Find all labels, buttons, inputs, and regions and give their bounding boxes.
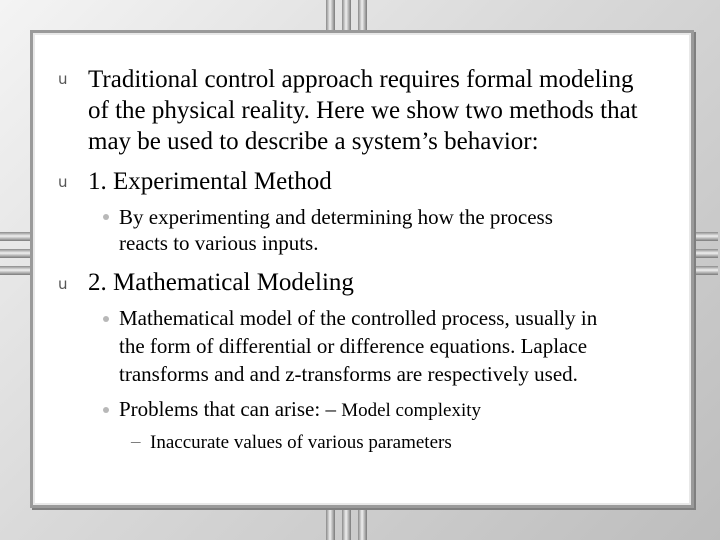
sub-bullet-text-line: By experimenting and determining how the process bbox=[119, 205, 553, 229]
level3-dash: – bbox=[131, 431, 141, 452]
sub-bullet-text-line: Mathematical model of the controlled process, usually in bbox=[119, 306, 598, 330]
sub-bullet-text-line: transforms and and z-transforms are respectively used. bbox=[119, 362, 578, 386]
level2-bullet bbox=[103, 407, 109, 413]
bullet-text-line: may be used to describe a system’s behavior: bbox=[88, 128, 539, 155]
bullet-text-line: of the physical reality. Here we show two methods that bbox=[88, 97, 638, 124]
level2-bullet bbox=[103, 214, 109, 220]
sub-sub-bullet-text-line: Inaccurate values of various parameters bbox=[150, 432, 452, 453]
sub-bullet-text-line bbox=[119, 397, 481, 423]
level2-bullet bbox=[103, 316, 109, 322]
bullet-text-line: 1. Experimental Method bbox=[88, 168, 332, 195]
bullet-text-line: 2. Mathematical Modeling bbox=[88, 269, 354, 296]
sub-bullet-text-line: the form of differential or difference equations. Laplace bbox=[119, 334, 588, 358]
slide-content: u Traditional control approach requires formal modeling of the physical reality. Here we show two methods that may be used to describe a system’s behavior: u 1. Experimental Method By experimenting and determining how the process reacts to various inputs. u 2. Mathematical Modeling Mathematical model of the controlled process, usually in the form of differential or difference equations. Laplace transforms and and z-transforms are respectively used. Problems that can arise: – Model complexity – Inaccurate values of various parameters bbox=[58, 66, 638, 453]
model-complexity: Model complexity bbox=[341, 400, 482, 421]
bullet-text-line: Traditional control approach requires formal modeling bbox=[88, 66, 634, 93]
sub-bullet-text-line: reacts to various inputs. bbox=[119, 231, 319, 255]
inline-dash: – bbox=[325, 397, 342, 421]
problems-lead: Problems that can arise: bbox=[119, 397, 326, 421]
